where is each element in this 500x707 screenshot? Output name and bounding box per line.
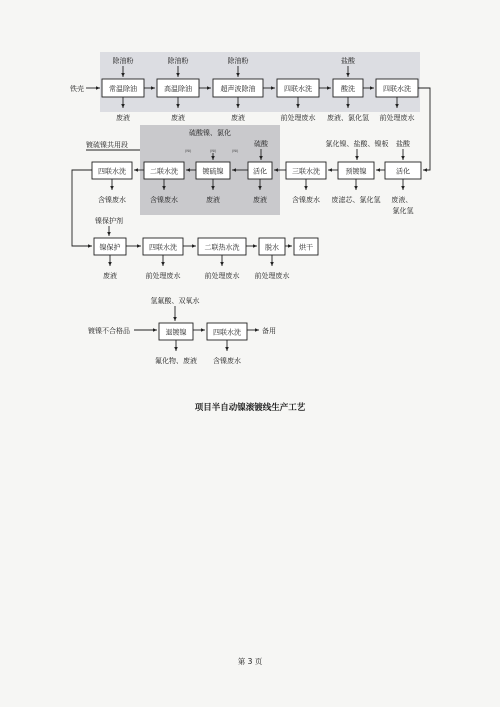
row2-predip-additive: 氯化镍、盐酸、镍板 bbox=[325, 140, 389, 148]
row3-output-4: 前处理废水 bbox=[254, 272, 290, 280]
row2-step-2-label: 二联水洗 bbox=[150, 167, 178, 176]
row4-end-label: 备用 bbox=[262, 327, 276, 335]
row2-step-5-label: 三联水洗 bbox=[292, 167, 320, 176]
diagram-title: 项目半自动镍滚镀线生产工艺 bbox=[194, 403, 306, 413]
row2-output-2: 含镍废水 bbox=[150, 196, 178, 204]
row1-step-4-label: 四联水洗 bbox=[284, 85, 312, 93]
row1-step-1-label: 常温除油 bbox=[109, 85, 137, 93]
row3-output-2: 前处理废水 bbox=[145, 272, 181, 280]
row1-output-6: 前处理废水 bbox=[379, 114, 415, 122]
row4-step-2-label: 四联水洗 bbox=[213, 328, 241, 337]
row2-output-6: 废滤芯、氯化氢 bbox=[331, 196, 381, 204]
row2-step-1-label: 四联水洗 bbox=[98, 167, 126, 176]
row2-output-5: 含镍废水 bbox=[292, 196, 320, 204]
row1-step-6-label: 四联水洗 bbox=[383, 85, 411, 93]
row4-input-label: 镀镍不合格品 bbox=[88, 327, 130, 335]
row2-step-6-label: 预镀镍 bbox=[345, 167, 367, 176]
row2-additive-top: 硫酸镍、氯化 bbox=[189, 129, 231, 137]
row2-tiny-label-1: (Ni) bbox=[185, 149, 192, 153]
page-number: 第 3 页 bbox=[237, 657, 263, 666]
row2-step-3-label: 镀硫镍 bbox=[202, 167, 224, 176]
row2-step-7-label: 活化 bbox=[396, 167, 410, 176]
row2-output-4: 废液 bbox=[253, 196, 267, 204]
row2-tiny-label-3: (Ni) bbox=[232, 149, 239, 153]
row1-step-5-label: 酸洗 bbox=[341, 85, 355, 93]
row2-shared-label: 镀硫镍共用段 bbox=[86, 141, 128, 149]
row1-step-3-label: 超声波除油 bbox=[220, 85, 256, 93]
row3-output-3: 前处理废水 bbox=[204, 272, 240, 280]
row4-additive: 氢氟酸、双氧水 bbox=[150, 297, 200, 305]
row2-output-1: 含镍废水 bbox=[98, 196, 126, 204]
row1-output-2: 废液 bbox=[171, 114, 185, 122]
row1-step-2-label: 高温除油 bbox=[164, 85, 192, 93]
row2-output-7: 废液、 氯化氢 bbox=[391, 196, 414, 215]
row1-input-label: 铁壳 bbox=[70, 85, 84, 93]
row3-output-1: 废液 bbox=[103, 272, 117, 280]
row2-step-4-label: 活化 bbox=[253, 167, 267, 176]
row1-output-3: 废液 bbox=[231, 114, 245, 122]
row1-additive-4: 盐酸 bbox=[341, 57, 355, 65]
row4-output-1: 氟化物、废液 bbox=[155, 357, 197, 365]
row2-tiny-label-2: (Ni) bbox=[210, 149, 217, 153]
row2-activate-additive: 盐酸 bbox=[396, 140, 410, 148]
row1-output-1: 废液 bbox=[116, 114, 130, 122]
row2-to-row3-connector bbox=[72, 170, 92, 246]
row1-additive-2: 除油粉 bbox=[167, 57, 189, 65]
row3-step-2-label: 四联水洗 bbox=[149, 243, 177, 252]
row3-additive: 镍保护剂 bbox=[95, 217, 123, 225]
row1-output-4: 前处理废水 bbox=[280, 114, 316, 122]
row4-output-2: 含镍废水 bbox=[213, 357, 241, 365]
row2-acid-label: 硫酸 bbox=[254, 140, 268, 148]
row2-output-3: 废液 bbox=[206, 196, 220, 204]
row3-step-1-label: 镍保护 bbox=[99, 243, 121, 252]
row1-output-5: 废液、氯化氢 bbox=[327, 114, 369, 122]
row1-additive-3: 除油粉 bbox=[227, 57, 249, 65]
row4-step-1-label: 退镀镍 bbox=[165, 328, 187, 337]
row3-step-4-label: 脱水 bbox=[265, 243, 279, 252]
row3-step-3-label: 二联热水洗 bbox=[204, 243, 240, 252]
row3-step-5-label: 烘干 bbox=[299, 243, 313, 252]
row1-additive-1: 除油粉 bbox=[112, 57, 134, 65]
